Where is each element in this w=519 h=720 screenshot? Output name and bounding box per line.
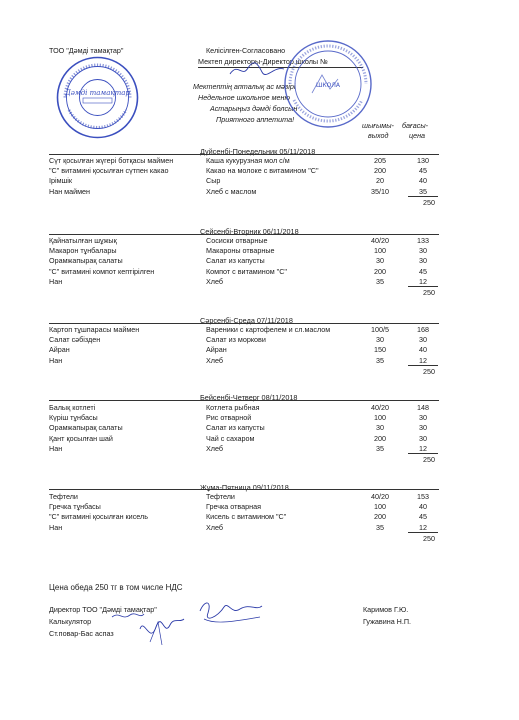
dish-price: 30: [419, 423, 427, 433]
portion-output: 20: [376, 176, 384, 186]
menu-row: [0, 277, 519, 286]
dish-name-ru: Хлеб с маслом: [206, 186, 257, 196]
dish-name-kz: Қайнатылған шұжық: [49, 236, 117, 245]
dish-name-kz: Салат сәбізден: [49, 335, 101, 345]
dish-name-ru: Чай с сахаром: [206, 433, 255, 443]
dish-name-ru: Хлеб: [206, 522, 224, 532]
dish-price: 130: [417, 156, 429, 165]
dish-price: 30: [419, 256, 427, 266]
col-price-header-2: цена: [409, 131, 426, 140]
menu-row: [0, 166, 519, 175]
dish-name-ru: Вареники с картофелем и сл.маслом: [206, 325, 331, 334]
bon-appetit-ru: Приятного аппетита!: [216, 115, 295, 124]
portion-output: 35: [376, 443, 384, 453]
portion-output: 35: [376, 355, 384, 365]
day-header-rule: [49, 154, 439, 155]
menu-row: [0, 423, 519, 432]
calculator-name: Гужавина Н.П.: [363, 617, 412, 626]
dish-name-ru: Гречка отварная: [206, 502, 262, 512]
dish-price: 12: [419, 355, 427, 365]
dish-price: 35: [419, 186, 427, 196]
stamp-text: Дәмді тамақтар: [65, 89, 130, 97]
school-director-label: Мектеп директоры-Директор школы №: [198, 57, 328, 66]
dish-name-kz: Нан: [49, 355, 63, 365]
portion-output: 100: [374, 246, 386, 256]
dish-name-kz: Орамжапырақ салаты: [49, 423, 123, 433]
dish-name-kz: Айран: [49, 345, 70, 355]
org-name: ТОО "Дәмді тамақтар": [49, 46, 124, 55]
dish-name-ru: Салат из капусты: [206, 423, 265, 433]
company-stamp: [55, 55, 140, 140]
director-signature: [228, 60, 288, 80]
day-title: Бейсенбі-Четверг 08/11/2018: [200, 393, 298, 402]
menu-row: [0, 176, 519, 185]
dish-name-kz: Тефтели: [49, 492, 78, 501]
director-name: Каримов Г.Ю.: [363, 605, 409, 614]
dish-name-kz: Нан: [49, 276, 63, 286]
dish-price: 30: [419, 433, 427, 443]
dish-name-kz: Күріш тұнбасы: [49, 413, 98, 423]
footer-signatures: [100, 597, 330, 657]
portion-output: 200: [374, 433, 386, 443]
day-title: Сәрсенбі-Среда 07/11/2018: [200, 316, 293, 325]
menu-row: [0, 502, 519, 511]
calculator-label: Калькулятор: [49, 617, 92, 626]
col-price-header-1: бағасы-: [402, 121, 429, 130]
portion-output: 35: [376, 276, 384, 286]
dish-name-ru: Макароны отварные: [206, 246, 275, 256]
dish-name-ru: Компот с витамином "С": [206, 266, 287, 276]
menu-row: [0, 325, 519, 334]
total-rule: [408, 286, 438, 287]
dish-name-kz: "С" витамині қосылған кисель: [49, 512, 148, 522]
dish-name-ru: Кисель с витамином "С": [206, 512, 287, 522]
menu-row: [0, 434, 519, 443]
dish-name-ru: Сыр: [206, 176, 221, 186]
portion-output: 150: [374, 345, 386, 355]
total-rule: [408, 532, 438, 533]
menu-row: [0, 156, 519, 165]
menu-row: [0, 523, 519, 532]
day-header-rule: [49, 234, 439, 235]
bon-appetit-kz: Астарыңыз дәмді болсын: [210, 104, 298, 113]
dish-name-kz: Қант қосылған шай: [49, 433, 113, 443]
total-rule: [408, 365, 438, 366]
day-header-rule: [49, 400, 439, 401]
dish-price: 45: [419, 166, 427, 176]
dish-price: 168: [417, 325, 429, 334]
day-total: 250: [423, 366, 435, 376]
dish-name-kz: "С" витамині компот кептірілген: [49, 266, 155, 276]
school-stamp: [282, 38, 374, 130]
menu-row: [0, 246, 519, 255]
menu-row: [0, 403, 519, 412]
dish-name-ru: Каша кукурузная мол с/м: [206, 156, 290, 165]
dish-price: 40: [419, 502, 427, 512]
lunch-price-note: Цена обеда 250 тг в том числе НДС: [49, 583, 183, 592]
portion-output: 30: [376, 256, 384, 266]
dish-price: 133: [417, 236, 429, 245]
menu-row: [0, 187, 519, 196]
dish-name-ru: Котлета рыбная: [206, 403, 260, 412]
dish-price: 30: [419, 335, 427, 345]
menu-row: [0, 356, 519, 365]
dish-name-kz: Нан: [49, 522, 63, 532]
dish-price: 12: [419, 276, 427, 286]
dish-name-kz: Сүт қосылған жүгері ботқасы маймен: [49, 156, 174, 165]
total-rule: [408, 196, 438, 197]
dish-price: 30: [419, 246, 427, 256]
portion-output: 35/10: [371, 186, 389, 196]
menu-row: [0, 335, 519, 344]
dish-price: 45: [419, 512, 427, 522]
dish-name-kz: Гречка тұнбасы: [49, 502, 101, 512]
dish-name-kz: Ірімшік: [49, 176, 73, 186]
dish-name-ru: Салат из капусты: [206, 256, 265, 266]
dish-name-ru: Хлеб: [206, 355, 224, 365]
menu-title-kz: Мектептің апталық ас мәзірі: [193, 82, 296, 91]
director-label: Директор ТОО "Дәмді тамақтар": [49, 605, 157, 614]
dish-name-ru: Рис отварной: [206, 413, 252, 423]
menu-row: [0, 444, 519, 453]
portion-output: 100: [374, 413, 386, 423]
menu-row: [0, 492, 519, 501]
dish-name-ru: Какао на молоке с витамином "С": [206, 166, 319, 176]
menu-row: [0, 512, 519, 521]
dish-price: 40: [419, 176, 427, 186]
dish-name-kz: "С" витамині қосылған сүтпен какао: [49, 166, 169, 176]
dish-name-ru: Салат из моркови: [206, 335, 266, 345]
day-title: Дүйсенбі-Понедельник 05/11/2018: [200, 147, 316, 156]
portion-output: 40/20: [371, 403, 389, 412]
day-header-rule: [49, 323, 439, 324]
school-stamp-text: ШКОЛА: [315, 82, 341, 89]
day-header-rule: [49, 489, 439, 490]
dish-name-kz: Орамжапырақ салаты: [49, 256, 123, 266]
portion-output: 100: [374, 502, 386, 512]
day-total: 250: [423, 288, 435, 297]
dish-name-ru: Хлеб: [206, 443, 224, 453]
portion-output: 200: [374, 166, 386, 176]
menu-row: [0, 413, 519, 422]
dish-name-ru: Айран: [206, 345, 227, 355]
dish-name-kz: Балық котлеті: [49, 403, 96, 412]
portion-output: 205: [374, 156, 386, 165]
dish-name-kz: Макарон тұнбалары: [49, 246, 117, 256]
portion-output: 100/5: [371, 325, 389, 334]
col-output-header-1: шығымы-: [362, 121, 394, 130]
dish-name-ru: Сосиски отварные: [206, 236, 268, 245]
dish-price: 30: [419, 413, 427, 423]
menu-row: [0, 256, 519, 265]
dish-name-ru: Хлеб: [206, 276, 224, 286]
dish-price: 12: [419, 522, 427, 532]
chef-label: Ст.повар-Бас аспаз: [49, 629, 114, 638]
approved-label: Келісілген-Согласовано: [206, 46, 286, 55]
day-title: Жұма-Пятница 09/11/2018: [200, 483, 289, 492]
dish-name-kz: Нан: [49, 443, 63, 453]
day-total: 250: [423, 197, 435, 207]
menu-row: [0, 345, 519, 354]
dish-price: 148: [417, 403, 429, 412]
portion-output: 30: [376, 423, 384, 433]
dish-price: 45: [419, 266, 427, 276]
portion-output: 35: [376, 522, 384, 532]
portion-output: 30: [376, 335, 384, 345]
menu-row: [0, 267, 519, 276]
dish-name-kz: Картоп тұшпарасы маймен: [49, 325, 140, 334]
dish-price: 40: [419, 345, 427, 355]
day-total: 250: [423, 533, 435, 543]
dish-name-ru: Тефтели: [206, 492, 235, 501]
portion-output: 200: [374, 266, 386, 276]
dish-price: 12: [419, 443, 427, 453]
day-total: 250: [423, 455, 435, 464]
dish-name-kz: Нан маймен: [49, 186, 91, 196]
day-title: Сейсенбі-Вторник 06/11/2018: [200, 227, 299, 236]
dish-price: 153: [417, 492, 429, 501]
portion-output: 40/20: [371, 492, 389, 501]
portion-output: 40/20: [371, 236, 389, 245]
total-rule: [408, 453, 438, 454]
col-output-header-2: выход: [368, 131, 389, 140]
portion-output: 200: [374, 512, 386, 522]
menu-title-ru: Недельное школьное меню: [198, 93, 290, 102]
menu-row: [0, 236, 519, 245]
